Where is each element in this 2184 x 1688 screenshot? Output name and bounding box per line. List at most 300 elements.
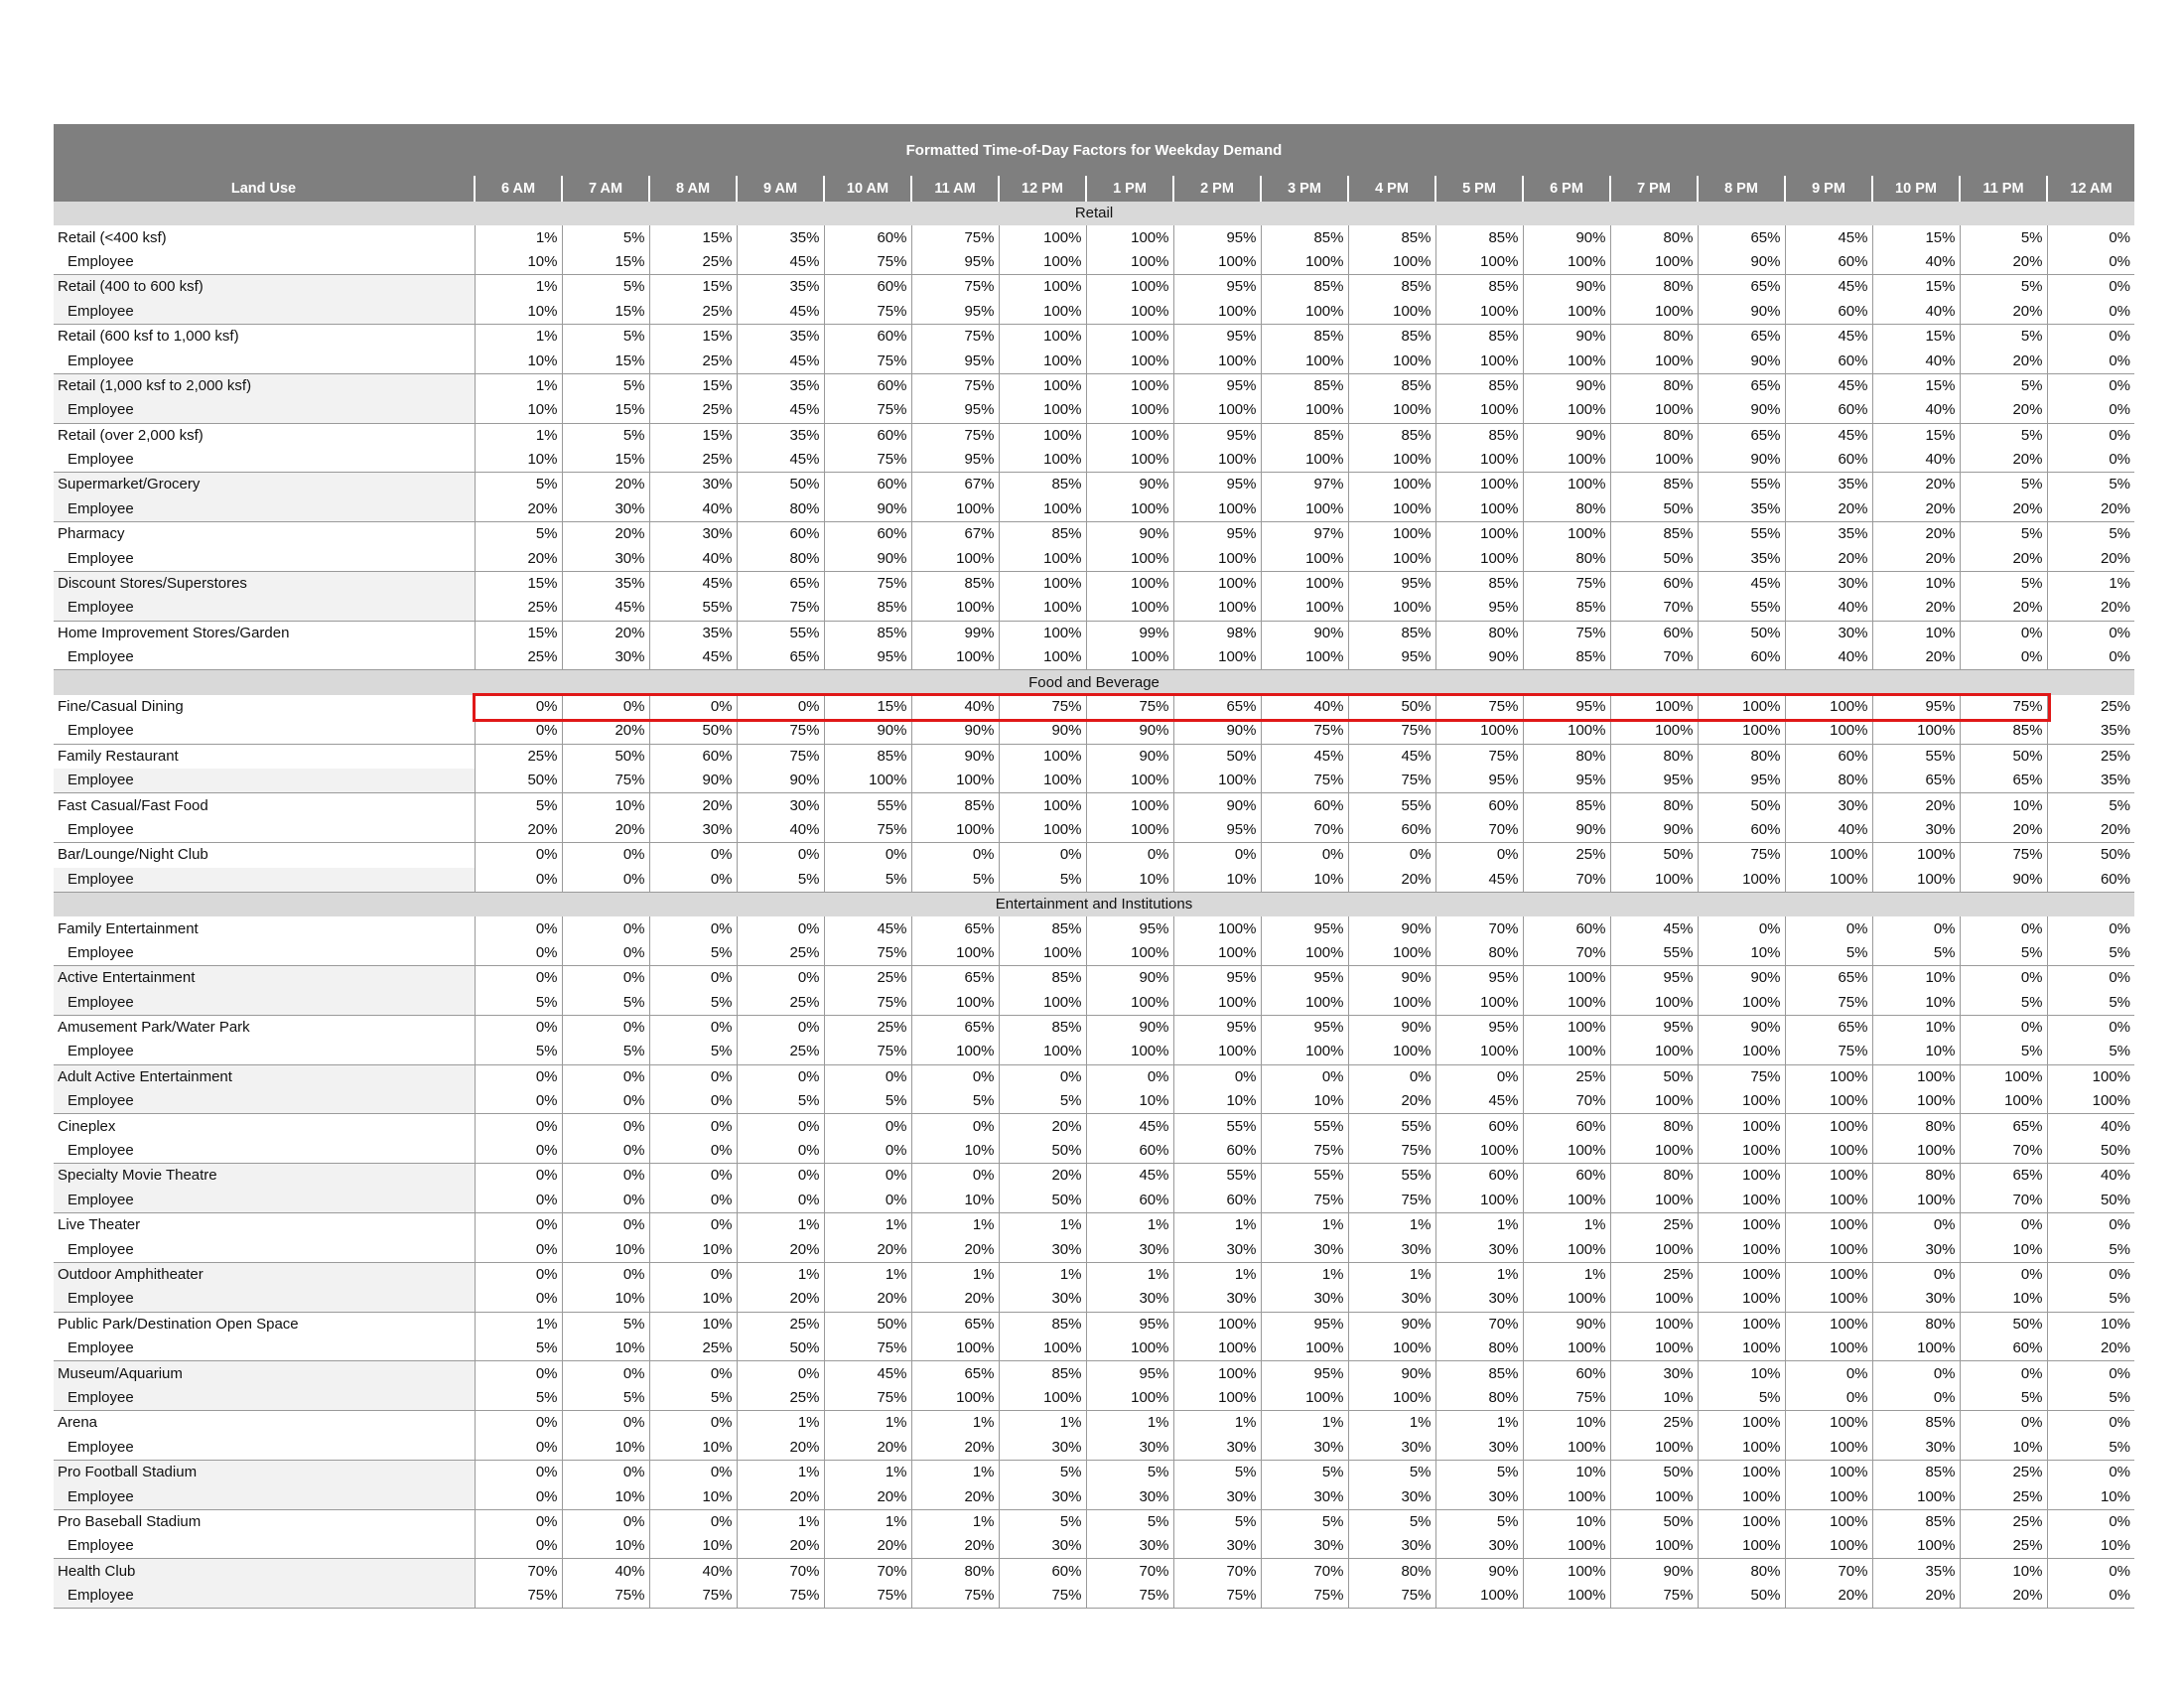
factor-cell: 0% xyxy=(2047,1213,2134,1238)
factor-cell: 1% xyxy=(1173,1213,1261,1238)
factor-cell: 100% xyxy=(1698,695,1785,719)
factor-cell: 99% xyxy=(1086,621,1173,645)
factor-cell: 100% xyxy=(1610,1484,1698,1509)
factor-cell: 75% xyxy=(1435,695,1523,719)
row-label: Employee xyxy=(54,1040,475,1064)
factor-cell: 1% xyxy=(999,1213,1086,1238)
factor-cell: 1% xyxy=(475,324,562,349)
factor-cell: 1% xyxy=(1348,1262,1435,1287)
factor-cell: 25% xyxy=(1960,1534,2047,1559)
factor-cell: 0% xyxy=(649,1064,737,1089)
factor-cell: 60% xyxy=(649,744,737,769)
factor-cell: 5% xyxy=(999,1089,1086,1114)
factor-cell: 5% xyxy=(475,1336,562,1361)
factor-cell: 70% xyxy=(737,1559,824,1584)
factor-cell: 80% xyxy=(1610,225,1698,249)
factor-cell: 15% xyxy=(562,300,649,325)
land-use-row xyxy=(54,966,2134,991)
factor-cell: 100% xyxy=(1086,941,1173,966)
factor-cell: 55% xyxy=(1173,1114,1261,1139)
land-use-row xyxy=(54,225,2134,249)
factor-cell: 1% xyxy=(1435,1411,1523,1436)
factor-cell: 1% xyxy=(1523,1213,1610,1238)
column-header-hour: 9 AM xyxy=(737,176,824,202)
factor-cell: 100% xyxy=(1523,349,1610,373)
factor-cell: 10% xyxy=(1523,1411,1610,1436)
factor-cell: 80% xyxy=(1610,744,1698,769)
factor-cell: 100% xyxy=(1698,1040,1785,1064)
factor-cell: 95% xyxy=(1435,1015,1523,1040)
factor-cell: 100% xyxy=(1698,1436,1785,1461)
factor-cell: 1% xyxy=(1261,1411,1348,1436)
factor-cell: 0% xyxy=(2047,1361,2134,1386)
factor-cell: 99% xyxy=(911,621,999,645)
factor-cell: 10% xyxy=(911,1189,999,1213)
factor-cell: 100% xyxy=(1173,1361,1261,1386)
factor-cell: 30% xyxy=(999,1436,1086,1461)
factor-cell: 10% xyxy=(2047,1534,2134,1559)
factor-cell: 100% xyxy=(1610,1287,1698,1312)
factor-cell: 85% xyxy=(1523,645,1610,670)
factor-cell: 20% xyxy=(562,473,649,497)
factor-cell: 0% xyxy=(475,1436,562,1461)
factor-cell: 100% xyxy=(1173,300,1261,325)
factor-cell: 10% xyxy=(649,1287,737,1312)
factor-cell: 75% xyxy=(999,695,1086,719)
factor-cell: 0% xyxy=(649,695,737,719)
factor-cell: 75% xyxy=(562,1584,649,1609)
factor-cell: 60% xyxy=(1348,818,1435,843)
factor-cell: 40% xyxy=(1872,250,1960,275)
factor-cell: 100% xyxy=(911,941,999,966)
row-label: Home Improvement Stores/Garden xyxy=(58,624,290,641)
factor-cell: 5% xyxy=(562,991,649,1016)
factor-cell: 60% xyxy=(1785,398,1872,423)
factor-cell: 80% xyxy=(1435,941,1523,966)
factor-cell: 20% xyxy=(562,719,649,744)
factor-cell: 100% xyxy=(1523,1584,1610,1609)
factor-cell: 95% xyxy=(1086,1312,1173,1336)
factor-cell: 90% xyxy=(1086,966,1173,991)
factor-cell: 1% xyxy=(737,1213,824,1238)
column-header-hour: 1 PM xyxy=(1086,176,1173,202)
factor-cell: 45% xyxy=(1785,324,1872,349)
factor-cell: 40% xyxy=(1785,596,1872,621)
factor-cell: 0% xyxy=(1086,843,1173,868)
factor-cell: 5% xyxy=(475,1386,562,1411)
factor-cell: 0% xyxy=(1086,1064,1173,1089)
factor-cell: 85% xyxy=(824,621,911,645)
factor-cell: 85% xyxy=(1348,275,1435,300)
factor-cell: 95% xyxy=(1086,1361,1173,1386)
factor-cell: 95% xyxy=(824,645,911,670)
factor-cell: 0% xyxy=(824,1139,911,1164)
factor-cell: 95% xyxy=(1435,769,1523,793)
factor-cell: 0% xyxy=(1960,1015,2047,1040)
factor-cell: 100% xyxy=(911,497,999,522)
factor-cell: 100% xyxy=(911,769,999,793)
factor-cell: 100% xyxy=(1960,1089,2047,1114)
factor-cell: 100% xyxy=(1348,250,1435,275)
factor-cell: 60% xyxy=(1435,793,1523,818)
factor-cell: 100% xyxy=(1698,1312,1785,1336)
factor-cell: 100% xyxy=(1523,250,1610,275)
factor-cell: 100% xyxy=(911,546,999,571)
factor-cell: 1% xyxy=(1348,1213,1435,1238)
row-label: Employee xyxy=(54,1484,475,1509)
factor-cell: 75% xyxy=(911,275,999,300)
factor-cell: 80% xyxy=(1872,1164,1960,1189)
row-label: Employee xyxy=(54,1287,475,1312)
factor-cell: 45% xyxy=(1610,916,1698,940)
factor-cell: 75% xyxy=(1348,1139,1435,1164)
factor-cell: 0% xyxy=(737,1189,824,1213)
factor-cell: 65% xyxy=(1698,275,1785,300)
factor-cell: 70% xyxy=(1435,818,1523,843)
factor-cell: 5% xyxy=(1173,1460,1261,1484)
factor-cell: 100% xyxy=(911,991,999,1016)
factor-cell: 25% xyxy=(2047,695,2134,719)
factor-cell: 0% xyxy=(1960,916,2047,940)
factor-cell: 20% xyxy=(2047,546,2134,571)
factor-cell: 75% xyxy=(1610,1584,1698,1609)
factor-cell: 0% xyxy=(1348,1064,1435,1089)
factor-cell: 0% xyxy=(562,966,649,991)
factor-cell: 75% xyxy=(911,373,999,398)
factor-cell: 10% xyxy=(1086,1089,1173,1114)
factor-cell: 25% xyxy=(649,250,737,275)
factor-cell: 100% xyxy=(999,448,1086,473)
factor-cell: 45% xyxy=(824,1361,911,1386)
factor-cell: 95% xyxy=(911,349,999,373)
factor-cell: 30% xyxy=(1086,1237,1173,1262)
factor-cell: 5% xyxy=(1435,1509,1523,1534)
row-label: Retail (over 2,000 ksf) xyxy=(58,426,204,444)
factor-cell: 55% xyxy=(1698,596,1785,621)
factor-cell: 20% xyxy=(562,621,649,645)
factor-cell: 85% xyxy=(1610,473,1698,497)
factor-cell: 25% xyxy=(1523,1064,1610,1089)
factor-cell: 100% xyxy=(1785,1287,1872,1312)
factor-cell: 10% xyxy=(1872,1015,1960,1040)
factor-cell: 15% xyxy=(562,398,649,423)
factor-cell: 90% xyxy=(1348,1312,1435,1336)
factor-cell: 10% xyxy=(562,1287,649,1312)
factor-cell: 5% xyxy=(1785,941,1872,966)
factor-cell: 100% xyxy=(1435,448,1523,473)
factor-cell: 5% xyxy=(911,1089,999,1114)
factor-cell: 100% xyxy=(1523,1436,1610,1461)
factor-cell: 85% xyxy=(1435,423,1523,448)
factor-cell: 75% xyxy=(1086,1584,1173,1609)
section-header-row xyxy=(54,892,2134,916)
factor-cell: 100% xyxy=(1086,423,1173,448)
factor-cell: 90% xyxy=(1348,966,1435,991)
factor-cell: 75% xyxy=(1523,1386,1610,1411)
factor-cell: 15% xyxy=(562,448,649,473)
factor-cell: 40% xyxy=(2047,1114,2134,1139)
factor-cell: 67% xyxy=(911,522,999,547)
factor-cell: 95% xyxy=(1173,473,1261,497)
factor-cell: 60% xyxy=(1785,744,1872,769)
factor-cell: 15% xyxy=(1872,373,1960,398)
factor-cell: 80% xyxy=(1348,1559,1435,1584)
factor-cell: 80% xyxy=(1872,1114,1960,1139)
factor-cell: 95% xyxy=(1610,966,1698,991)
factor-cell: 80% xyxy=(1610,1114,1698,1139)
factor-cell: 0% xyxy=(1960,966,2047,991)
factor-cell: 65% xyxy=(1960,769,2047,793)
land-use-row xyxy=(54,1509,2134,1534)
factor-cell: 0% xyxy=(999,1064,1086,1089)
factor-cell: 90% xyxy=(1523,423,1610,448)
factor-cell: 60% xyxy=(1173,1139,1261,1164)
factor-cell: 60% xyxy=(1086,1139,1173,1164)
factor-cell: 10% xyxy=(1960,1287,2047,1312)
factor-cell: 10% xyxy=(2047,1312,2134,1336)
factor-cell: 45% xyxy=(1785,225,1872,249)
factor-cell: 20% xyxy=(1960,596,2047,621)
factor-cell: 100% xyxy=(1785,1484,1872,1509)
factor-cell: 50% xyxy=(1698,793,1785,818)
factor-cell: 100% xyxy=(1785,1114,1872,1139)
factor-cell: 5% xyxy=(1960,991,2047,1016)
factor-cell: 75% xyxy=(1086,695,1173,719)
factor-cell: 10% xyxy=(1960,793,2047,818)
factor-cell: 5% xyxy=(649,941,737,966)
factor-cell: 100% xyxy=(1435,719,1523,744)
row-label: Fast Casual/Fast Food xyxy=(54,793,475,818)
factor-cell: 95% xyxy=(1348,571,1435,596)
factor-cell: 5% xyxy=(2047,1386,2134,1411)
factor-cell: 100% xyxy=(1785,1189,1872,1213)
row-label: Health Club xyxy=(54,1559,475,1584)
factor-cell: 100% xyxy=(1523,1287,1610,1312)
factor-cell: 25% xyxy=(649,1336,737,1361)
factor-cell: 85% xyxy=(1523,793,1610,818)
factor-cell: 0% xyxy=(2047,1559,2134,1584)
factor-cell: 5% xyxy=(2047,793,2134,818)
factor-cell: 70% xyxy=(1610,645,1698,670)
factor-cell: 70% xyxy=(1523,941,1610,966)
factor-cell: 85% xyxy=(999,1312,1086,1336)
factor-cell: 15% xyxy=(649,423,737,448)
employee-row xyxy=(54,769,2134,793)
factor-cell: 5% xyxy=(1960,522,2047,547)
factor-cell: 75% xyxy=(824,250,911,275)
factor-cell: 10% xyxy=(475,250,562,275)
factor-cell: 95% xyxy=(1435,966,1523,991)
factor-cell: 45% xyxy=(649,645,737,670)
factor-cell: 0% xyxy=(824,1064,911,1089)
factor-cell: 0% xyxy=(2047,275,2134,300)
factor-cell: 100% xyxy=(1173,398,1261,423)
factor-cell: 45% xyxy=(824,916,911,940)
factor-cell: 95% xyxy=(1261,966,1348,991)
factor-cell: 100% xyxy=(1785,843,1872,868)
factor-cell: 0% xyxy=(562,1139,649,1164)
factor-cell: 0% xyxy=(1960,1213,2047,1238)
factor-cell: 20% xyxy=(1348,1089,1435,1114)
factor-cell: 80% xyxy=(1785,769,1872,793)
factor-cell: 0% xyxy=(562,843,649,868)
factor-cell: 45% xyxy=(737,349,824,373)
factor-cell: 0% xyxy=(562,868,649,893)
factor-cell: 0% xyxy=(475,1189,562,1213)
factor-cell: 15% xyxy=(649,373,737,398)
factor-cell: 0% xyxy=(2047,250,2134,275)
land-use-row xyxy=(54,1114,2134,1139)
employee-row xyxy=(54,250,2134,275)
factor-cell: 25% xyxy=(1610,1213,1698,1238)
factor-cell: 70% xyxy=(1610,596,1698,621)
factor-cell: 0% xyxy=(1872,916,1960,940)
factor-cell: 75% xyxy=(1348,719,1435,744)
factor-cell: 100% xyxy=(1086,769,1173,793)
factor-cell: 100% xyxy=(999,373,1086,398)
factor-cell: 90% xyxy=(1610,1559,1698,1584)
factor-cell: 35% xyxy=(1698,497,1785,522)
factor-cell: 100% xyxy=(1610,349,1698,373)
factor-cell: 100% xyxy=(1261,398,1348,423)
factor-cell: 25% xyxy=(649,448,737,473)
factor-cell: 65% xyxy=(737,645,824,670)
factor-cell: 0% xyxy=(562,1262,649,1287)
factor-cell: 1% xyxy=(999,1411,1086,1436)
factor-cell: 20% xyxy=(649,793,737,818)
employee-row xyxy=(54,349,2134,373)
factor-cell: 20% xyxy=(911,1436,999,1461)
factor-cell: 100% xyxy=(1523,1139,1610,1164)
factor-cell: 0% xyxy=(649,1114,737,1139)
factor-cell: 60% xyxy=(1261,793,1348,818)
factor-cell: 0% xyxy=(475,1509,562,1534)
row-label: Family Restaurant xyxy=(54,744,475,769)
factor-cell: 1% xyxy=(824,1509,911,1534)
factor-cell: 100% xyxy=(1785,719,1872,744)
row-label: Live Theater xyxy=(58,1216,141,1234)
factor-cell: 10% xyxy=(1173,1089,1261,1114)
factor-cell: 90% xyxy=(1698,300,1785,325)
factor-cell: 75% xyxy=(1960,695,2047,719)
factor-cell: 100% xyxy=(999,1040,1086,1064)
factor-cell: 5% xyxy=(1173,1509,1261,1534)
factor-cell: 15% xyxy=(475,571,562,596)
factor-cell: 30% xyxy=(649,818,737,843)
factor-cell: 55% xyxy=(649,596,737,621)
factor-cell: 80% xyxy=(1872,1312,1960,1336)
factor-cell: 100% xyxy=(1872,1139,1960,1164)
factor-cell: 100% xyxy=(1261,349,1348,373)
factor-cell: 0% xyxy=(649,1015,737,1040)
employee-row xyxy=(54,868,2134,893)
factor-cell: 1% xyxy=(999,1262,1086,1287)
factor-cell: 80% xyxy=(737,546,824,571)
land-use-row xyxy=(54,423,2134,448)
employee-row xyxy=(54,1484,2134,1509)
factor-cell: 85% xyxy=(1523,596,1610,621)
factor-cell: 100% xyxy=(1698,1534,1785,1559)
factor-cell: 80% xyxy=(911,1559,999,1584)
factor-cell: 35% xyxy=(2047,769,2134,793)
factor-cell: 35% xyxy=(1785,522,1872,547)
factor-cell: 100% xyxy=(1698,1213,1785,1238)
factor-cell: 5% xyxy=(2047,1287,2134,1312)
factor-cell: 1% xyxy=(475,225,562,249)
factor-cell: 100% xyxy=(999,991,1086,1016)
factor-cell: 55% xyxy=(1261,1114,1348,1139)
factor-cell: 100% xyxy=(1261,596,1348,621)
factor-cell: 30% xyxy=(562,546,649,571)
factor-cell: 70% xyxy=(824,1559,911,1584)
factor-cell: 25% xyxy=(824,966,911,991)
factor-cell: 0% xyxy=(649,1262,737,1287)
factor-cell: 10% xyxy=(649,1237,737,1262)
factor-cell: 0% xyxy=(2047,966,2134,991)
factor-cell: 35% xyxy=(1698,546,1785,571)
factor-cell: 65% xyxy=(1698,225,1785,249)
factor-cell: 0% xyxy=(562,1509,649,1534)
factor-cell: 100% xyxy=(1610,1139,1698,1164)
factor-cell: 0% xyxy=(475,916,562,940)
factor-cell: 40% xyxy=(1872,300,1960,325)
factor-cell: 40% xyxy=(1872,448,1960,473)
factor-cell: 5% xyxy=(562,423,649,448)
factor-cell: 1% xyxy=(911,1411,999,1436)
factor-cell: 5% xyxy=(911,868,999,893)
factor-cell: 30% xyxy=(999,1534,1086,1559)
factor-cell: 90% xyxy=(1435,645,1523,670)
factor-cell: 100% xyxy=(1261,300,1348,325)
factor-cell: 100% xyxy=(1785,695,1872,719)
factor-cell: 1% xyxy=(1348,1411,1435,1436)
land-use-row xyxy=(54,1559,2134,1584)
factor-cell: 20% xyxy=(911,1484,999,1509)
factor-cell: 75% xyxy=(824,818,911,843)
factor-cell: 100% xyxy=(1698,1484,1785,1509)
factor-cell: 75% xyxy=(1698,843,1785,868)
column-header-hour: 6 PM xyxy=(1523,176,1610,202)
factor-cell: 0% xyxy=(475,1114,562,1139)
row-label: Supermarket/Grocery xyxy=(54,473,475,497)
factor-cell: 100% xyxy=(2047,1089,2134,1114)
factor-cell: 45% xyxy=(1698,571,1785,596)
factor-cell: 100% xyxy=(999,621,1086,645)
factor-cell: 0% xyxy=(649,966,737,991)
factor-cell: 97% xyxy=(1261,473,1348,497)
land-use-row xyxy=(54,1213,2134,1238)
employee-row xyxy=(54,719,2134,744)
factor-cell: 10% xyxy=(1698,1361,1785,1386)
factor-cell: 100% xyxy=(1872,719,1960,744)
factor-cell: 100% xyxy=(1872,1534,1960,1559)
factor-cell: 25% xyxy=(649,398,737,423)
factor-cell: 0% xyxy=(737,1139,824,1164)
factor-cell: 95% xyxy=(1610,769,1698,793)
factor-cell: 25% xyxy=(824,1015,911,1040)
factor-cell: 50% xyxy=(1610,497,1698,522)
factor-cell: 100% xyxy=(1086,645,1173,670)
factor-cell: 5% xyxy=(824,1089,911,1114)
factor-cell: 5% xyxy=(1435,1460,1523,1484)
factor-cell: 20% xyxy=(1872,522,1960,547)
factor-cell: 0% xyxy=(737,916,824,940)
factor-cell: 50% xyxy=(2047,843,2134,868)
factor-cell: 100% xyxy=(1173,991,1261,1016)
row-label: Employee xyxy=(54,719,475,744)
factor-cell: 10% xyxy=(562,793,649,818)
factor-cell: 1% xyxy=(2047,571,2134,596)
